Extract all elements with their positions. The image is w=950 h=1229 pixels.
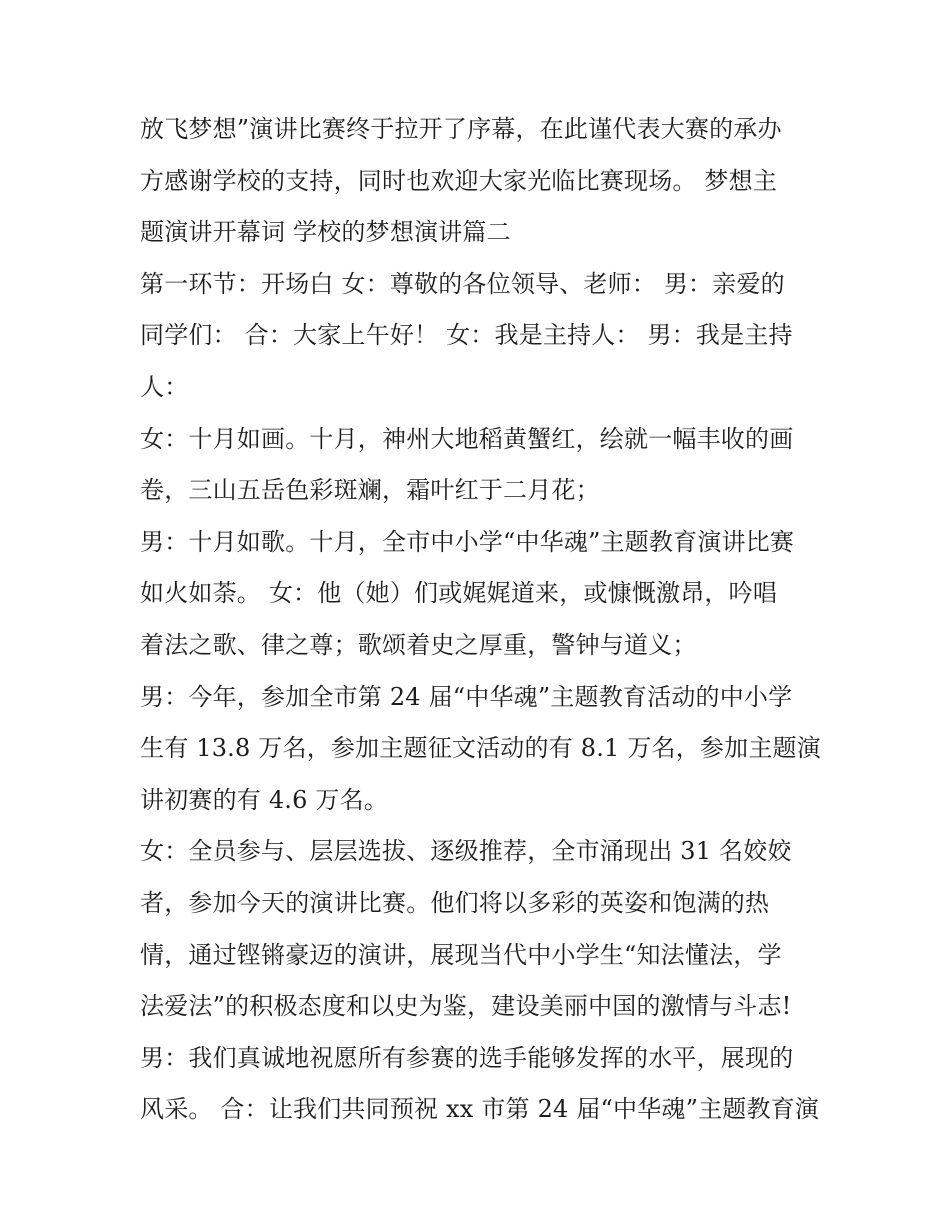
document-body (140, 104, 820, 1136)
text-line: 卷，三山五岳色彩斑斓，霜叶红于二月花； (140, 476, 600, 505)
text-line: 女：十月如画。十月，神州大地稻黄蟹红，绘就一幅丰收的画 (140, 424, 794, 453)
text-line: 风采。 合：让我们共同预祝 xx 市第 24 届“中华魂”主题教育演 (140, 1095, 820, 1124)
text-line: 男：今年，参加全市第 24 届“中华魂”主题教育活动的中小学 (140, 682, 793, 711)
text-line: 者，参加今天的演讲比赛。他们将以多彩的英姿和饱满的热 (140, 888, 770, 917)
text-line: 着法之歌、律之尊；歌颂着史之厚重，警钟与道义； (140, 630, 697, 659)
text-line: 男：我们真诚地祝愿所有参赛的选手能够发挥的水平，展现的 (140, 1043, 794, 1072)
text-line: 生有 13.8 万名，参加主题征文活动的有 8.1 万名，参加主题演 (140, 734, 821, 763)
text-line: 如火如荼。 女：他（她）们或娓娓道来，或慷慨激昂，吟唱 (140, 579, 778, 608)
text-line: 男：十月如歌。十月，全市中小学“中华魂”主题教育演讲比赛 (140, 527, 795, 556)
text-line: 同学们： 合：大家上午好！ 女：我是主持人： 男：我是主持 (140, 321, 793, 350)
text-line: 情，通过铿锵豪迈的演讲，展现当代中小学生“知法懂法，学 (140, 940, 782, 969)
text-line: 放飞梦想”演讲比赛终于拉开了序幕，在此谨代表大赛的承办 (140, 115, 782, 143)
text-line: 第一环节：开场白 女：尊敬的各位领导、老师： 男：亲爱的 (140, 269, 785, 298)
text-line: 方感谢学校的支持，同时也欢迎大家光临比赛现场。 梦想主 (140, 166, 778, 195)
text-line: 人： (140, 372, 189, 401)
text-line: 题演讲开幕词 学校的梦想演讲篇二 (140, 218, 511, 247)
text-line: 女：全员参与、层层选拔、逐级推荐，全市涌现出 31 名姣姣 (140, 837, 792, 866)
text-line: 讲初赛的有 4.6 万名。 (140, 785, 389, 814)
text-line: 法爱法”的积极态度和以史为鉴，建设美丽中国的激情与斗志! (140, 992, 792, 1021)
